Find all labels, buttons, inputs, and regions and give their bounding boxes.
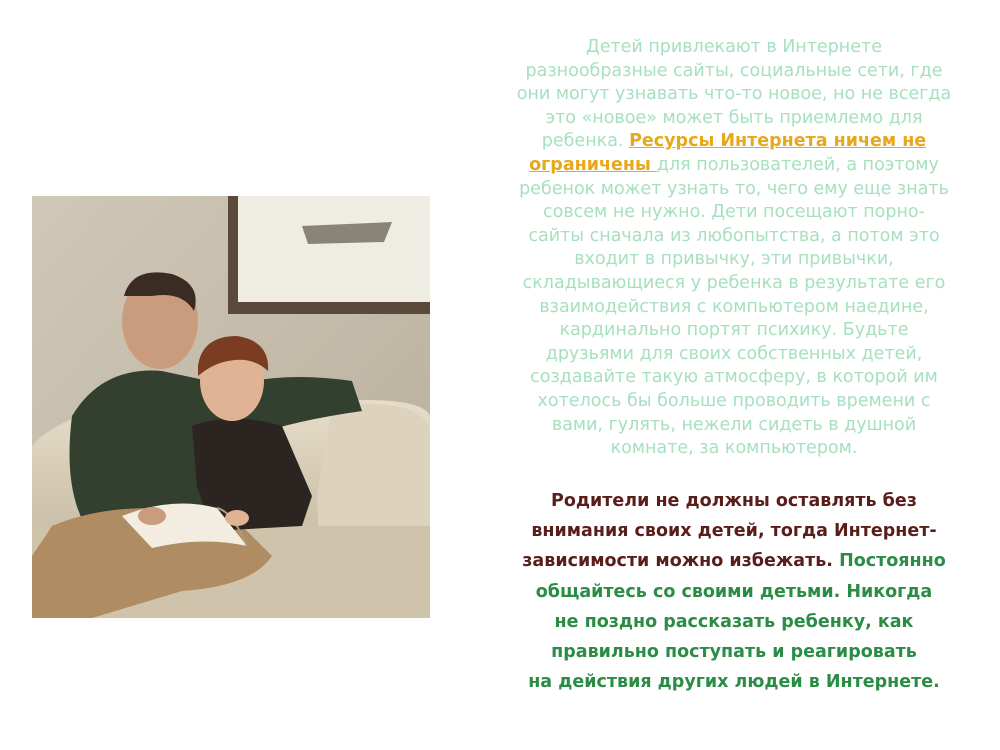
para1-line: это «новое» может быть приемлемо для <box>545 107 923 128</box>
para1-line: совсем не нужно. Дети посещают порно- <box>543 202 925 223</box>
para1-line: ребенок может узнать то, чего ему еще знать <box>519 178 949 199</box>
internet-resources-link[interactable]: Ресурсы Интернета ничем не <box>629 131 927 152</box>
para2-line: общайтесь со своими детьми. Никогда <box>535 581 933 602</box>
para1-line: складывающиеся у ребенка в результате его <box>522 272 946 293</box>
warning-paragraph <box>478 36 990 461</box>
para1-text: для пользователей, а поэтому <box>656 154 939 175</box>
para1-line: друзьями для своих собственных детей, <box>545 343 923 364</box>
para1-line: вами, гулять, нежели сидеть в душной <box>551 414 917 435</box>
para1-line: взаимодействия с компьютером наедине, <box>539 296 929 317</box>
para2-line: правильно поступать и реагировать <box>551 642 917 663</box>
father-son-reading-image <box>32 196 430 618</box>
para2-line: не поздно рассказать ребенку, как <box>554 611 914 632</box>
para1-line: входит в привычку, эти привычки, <box>574 249 894 270</box>
para1-line: хотелось бы больше проводить времени с <box>537 390 931 411</box>
internet-resources-link-continued[interactable]: ограничены <box>529 154 657 175</box>
para2-line: на действия других людей в Интернете. <box>528 672 940 693</box>
para1-text: ребенка. <box>541 131 630 152</box>
para1-line: они могут узнавать что-то новое, но не всегда <box>516 84 952 105</box>
para1-line: сайты сначала из любопытства, а потом это <box>528 225 940 246</box>
para2-line: Родители не должны оставлять без <box>551 491 917 511</box>
para1-line: кардинально портят психику. Будьте <box>559 320 909 341</box>
para2-line: внимания своих детей, тогда Интернет- <box>531 521 937 542</box>
para1-line: комнате, за компьютером. <box>610 438 858 459</box>
para1-line: создавайте такую атмосферу, в которой им <box>530 367 938 388</box>
family-photo <box>32 196 430 618</box>
para2-text: зависимости можно избежать. <box>522 551 840 572</box>
para2-text-green: Постоянно <box>839 551 946 572</box>
para1-line: Детей привлекают в Интернете <box>586 37 882 57</box>
para1-line: разнообразные сайты, социальные сети, где <box>525 60 943 81</box>
parent-advice-paragraph <box>478 486 990 697</box>
